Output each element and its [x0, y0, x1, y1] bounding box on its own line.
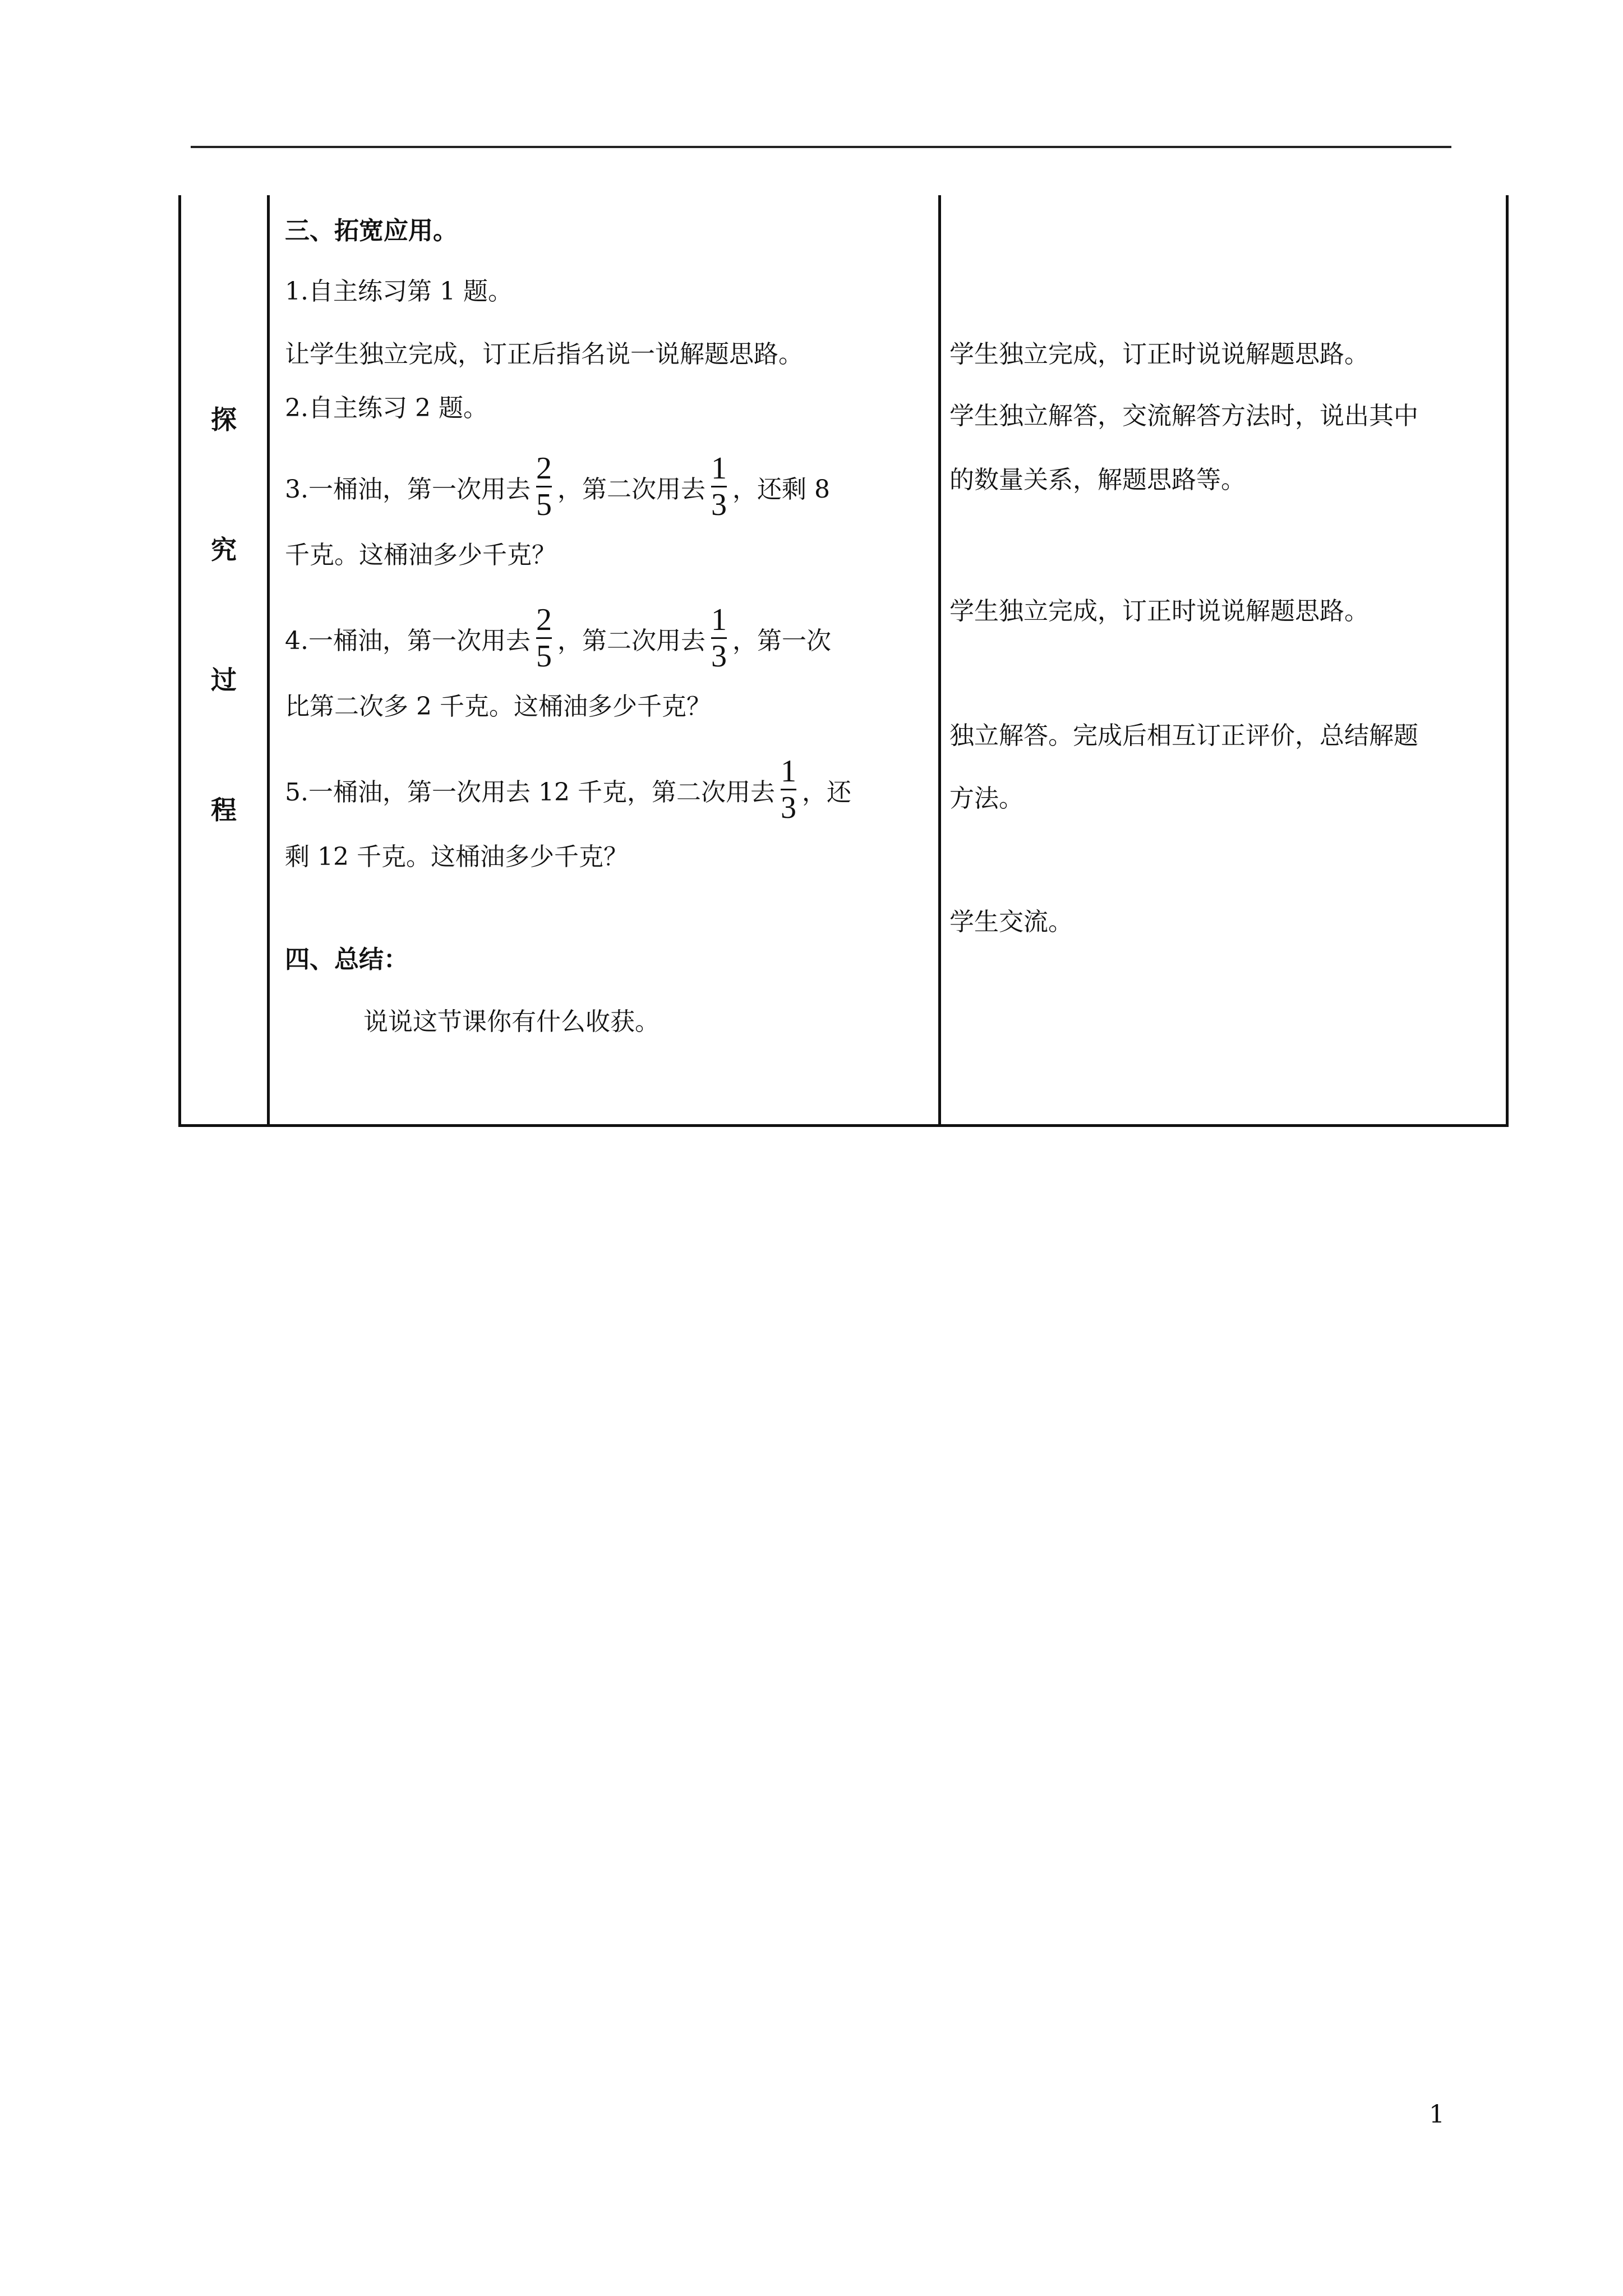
header-rule: [191, 146, 1451, 148]
fraction-2-5: $\frac{2}{5}$: [536, 451, 552, 522]
fraction-2-5: $\frac{2}{5}$: [536, 602, 552, 674]
item-3-line-1: [285, 448, 830, 532]
fraction-1-3: $\frac{1}{3}$: [711, 602, 727, 674]
item-4-text-a: 4.一桶油，第一次用去: [285, 627, 531, 655]
label-char-3: 过: [211, 665, 237, 695]
table-border-bottom: [178, 1124, 1509, 1127]
item-4-line-1: [285, 599, 831, 683]
item-4-text-b: ，第二次用去: [557, 627, 706, 655]
lesson-table: [178, 195, 1509, 1126]
student-note-2-line-2: 的数量关系，解题思路等。: [949, 466, 1246, 494]
item-3-text-a: 3.一桶油，第一次用去: [285, 475, 531, 504]
item-5-text-b: ，还: [801, 778, 851, 807]
table-divider-middle: [938, 195, 941, 1126]
table-border-right: [1506, 195, 1509, 1126]
item-4-line-2: 比第二次多 2 千克。这桶油多少千克？: [285, 692, 711, 721]
section4-title: 四、总结：: [285, 945, 408, 974]
item-1: 1.自主练习第 1 题。: [285, 277, 513, 306]
item-5-line-1: [285, 751, 851, 835]
item-3-text-b: ，第二次用去: [557, 475, 706, 504]
label-char-4: 程: [211, 795, 237, 825]
item-5-line-2: 剩 12 千克。这桶油多少千克？: [285, 843, 628, 871]
student-note-1: 学生独立完成，订正时说说解题思路。: [949, 340, 1369, 369]
student-note-4-line-1: 独立解答。完成后相互订正评价，总结解题: [949, 721, 1418, 750]
item-1-note: 让学生独立完成，订正后指名说一说解题思路。: [285, 340, 803, 369]
item-3-line-2: 千克。这桶油多少千克？: [285, 541, 556, 569]
fraction-1-3: $\frac{1}{3}$: [711, 451, 727, 522]
page-number: 1: [1429, 2100, 1445, 2129]
label-char-1: 探: [211, 404, 237, 435]
summary-text: 说说这节课你有什么收获。: [363, 1007, 660, 1036]
process-label-column: [178, 195, 269, 1126]
student-note-3: 学生独立完成，订正时说说解题思路。: [949, 597, 1369, 625]
item-4-text-c: ，第一次: [732, 627, 831, 655]
item-3-text-c: ，还剩 8: [732, 475, 830, 504]
section3-title: 三、拓宽应用。: [285, 217, 458, 245]
student-note-5: 学生交流。: [949, 908, 1073, 936]
fraction-1-3: $\frac{1}{3}$: [780, 754, 796, 825]
student-note-2-line-1: 学生独立解答，交流解答方法时，说出其中: [949, 402, 1418, 430]
item-2: 2.自主练习 2 题。: [285, 394, 488, 422]
label-char-2: 究: [211, 535, 237, 565]
item-5-text-a: 5.一桶油，第一次用去 12 千克，第二次用去: [285, 778, 775, 807]
student-note-4-line-2: 方法。: [949, 784, 1023, 813]
